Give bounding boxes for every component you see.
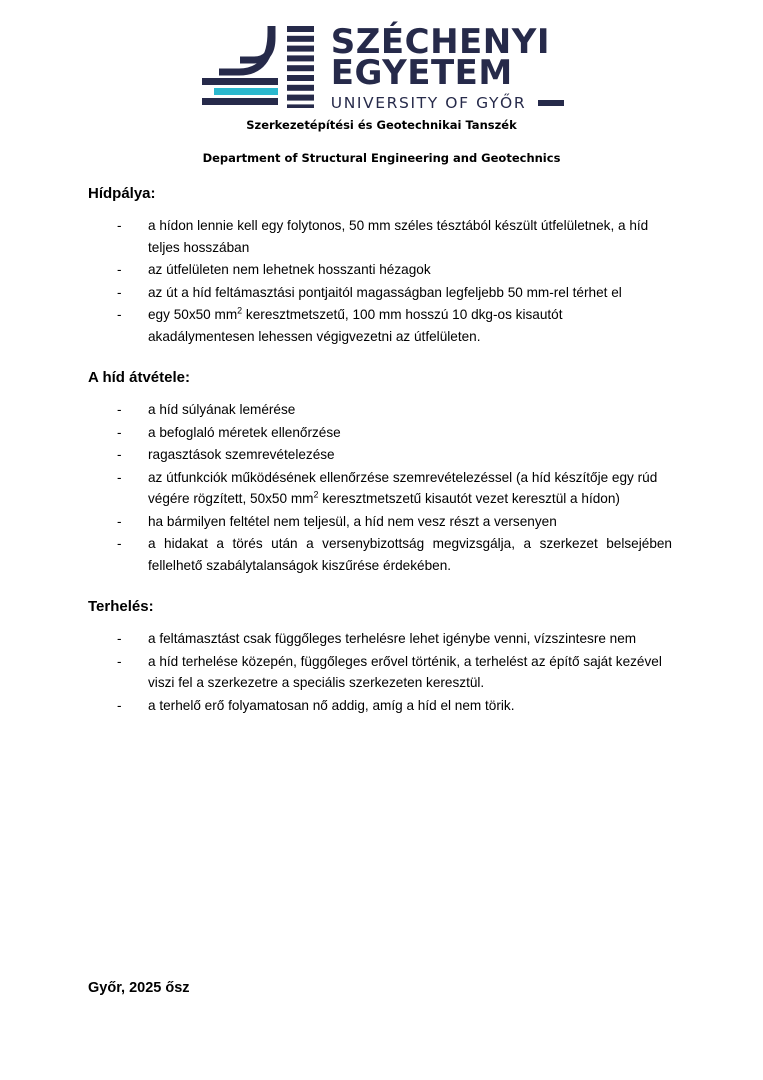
content-section bbox=[88, 185, 672, 347]
list-item bbox=[108, 628, 672, 650]
superscript: 2 bbox=[313, 489, 319, 500]
list-item bbox=[108, 511, 672, 533]
superscript: 2 bbox=[237, 305, 243, 316]
content-section bbox=[88, 598, 672, 716]
section-heading: Hídpálya: bbox=[88, 185, 156, 202]
list-item-text: a hídon lennie kell egy folytonos, 50 mm széles tésztából készült útfelületnek, a híd teljes hosszában bbox=[148, 218, 649, 255]
bullet-dash-icon: - bbox=[117, 536, 122, 551]
bullet-list bbox=[88, 628, 672, 716]
list-item bbox=[108, 215, 672, 258]
section-heading: A híd átvétele: bbox=[88, 369, 190, 386]
university-logo-wordmark bbox=[330, 22, 564, 112]
list-item bbox=[108, 422, 672, 444]
list-item-text: a hidakat a törés után a versenybizottság megvizsgálja, a szerkezet belsejében fellelhető szabálytalanságok kiszűrése érdekében. bbox=[148, 536, 672, 573]
szechenyi-logo-mark-icon bbox=[199, 26, 317, 108]
bullet-list bbox=[88, 399, 672, 576]
logo-line-university-of-gyor: UNIVERSITY OF GYŐR bbox=[330, 94, 527, 112]
logo-line-szechenyi: SZÉCHENYI bbox=[330, 22, 550, 62]
list-item bbox=[108, 399, 672, 421]
bullet-dash-icon: - bbox=[117, 447, 122, 462]
document-content bbox=[0, 185, 763, 716]
logo-subtitle-row bbox=[331, 94, 564, 112]
list-item-text: az út a híd feltámasztási pontjaitól magasságban legfeljebb 50 mm-rel térhet el bbox=[148, 284, 622, 300]
section-heading: Terhelés: bbox=[88, 598, 154, 615]
bullet-dash-icon: - bbox=[117, 402, 122, 417]
list-item-text: az útfunkciók működésének ellenőrzése szemrevételezéssel (a híd készítője egy rúd végére rögzített, 50x50 $mm^2$ keresztmetszetű kisautót vezet keresztül a hídon) bbox=[148, 469, 658, 506]
list-item-text: a terhelő erő folyamatosan nő addig, amíg a híd el nem törik. bbox=[148, 697, 515, 713]
bullet-dash-icon: - bbox=[117, 697, 122, 713]
logo-line-egyetem: EGYETEM bbox=[330, 53, 513, 93]
department-name-hungarian: Szerkezetépítési és Geotechnikai Tanszék bbox=[246, 118, 517, 132]
list-item-text: egy 50x50 $mm^2$ keresztmetszetű, 100 mm hosszú 10 dkg-os kisautót akadálymentesen lehessen végigvezetni az útfelületen. bbox=[148, 305, 563, 344]
bullet-dash-icon: - bbox=[117, 218, 122, 233]
list-item-text: ragasztások szemrevételezése bbox=[148, 447, 335, 462]
list-item-text: a híd súlyának lemérése bbox=[148, 402, 296, 417]
list-item bbox=[108, 304, 672, 347]
list-item bbox=[108, 533, 672, 576]
bullet-dash-icon: - bbox=[117, 424, 122, 440]
logo-end-dash-icon bbox=[538, 100, 564, 106]
content-section bbox=[88, 369, 672, 576]
bullet-list bbox=[88, 215, 672, 347]
bullet-dash-icon: - bbox=[117, 284, 122, 300]
bullet-dash-icon: - bbox=[117, 631, 122, 646]
department-name-english: Department of Structural Engineering and Geotechnics bbox=[202, 151, 561, 165]
list-item-text: az útfelületen nem lehetnek hosszanti hézagok bbox=[148, 262, 431, 277]
bullet-dash-icon: - bbox=[117, 653, 122, 669]
list-item-text: ha bármilyen feltétel nem teljesül, a híd nem vesz részt a versenyen bbox=[148, 513, 557, 529]
list-item bbox=[108, 444, 672, 466]
list-item-text: a befoglaló méretek ellenőrzése bbox=[148, 424, 341, 440]
document-header bbox=[0, 0, 763, 165]
list-item bbox=[108, 282, 672, 304]
bullet-dash-icon: - bbox=[117, 307, 122, 322]
list-item bbox=[108, 651, 672, 694]
bullet-dash-icon: - bbox=[117, 469, 122, 485]
list-item bbox=[108, 695, 672, 717]
bullet-dash-icon: - bbox=[117, 513, 122, 529]
bullet-dash-icon: - bbox=[117, 262, 122, 277]
list-item bbox=[108, 467, 672, 510]
list-item-text: a híd terhelése közepén, függőleges erővel történik, a terhelést az építő saját kezével viszi fel a szerkezetre a speciális szerkezeten keresztül. bbox=[148, 653, 662, 690]
footer-place-date: Győr, 2025 ősz bbox=[88, 980, 190, 996]
university-logo bbox=[0, 22, 763, 112]
list-item-text: a feltámasztást csak függőleges terhelésre lehet igénybe venni, vízszintesre nem bbox=[148, 631, 637, 646]
list-item bbox=[108, 259, 672, 281]
